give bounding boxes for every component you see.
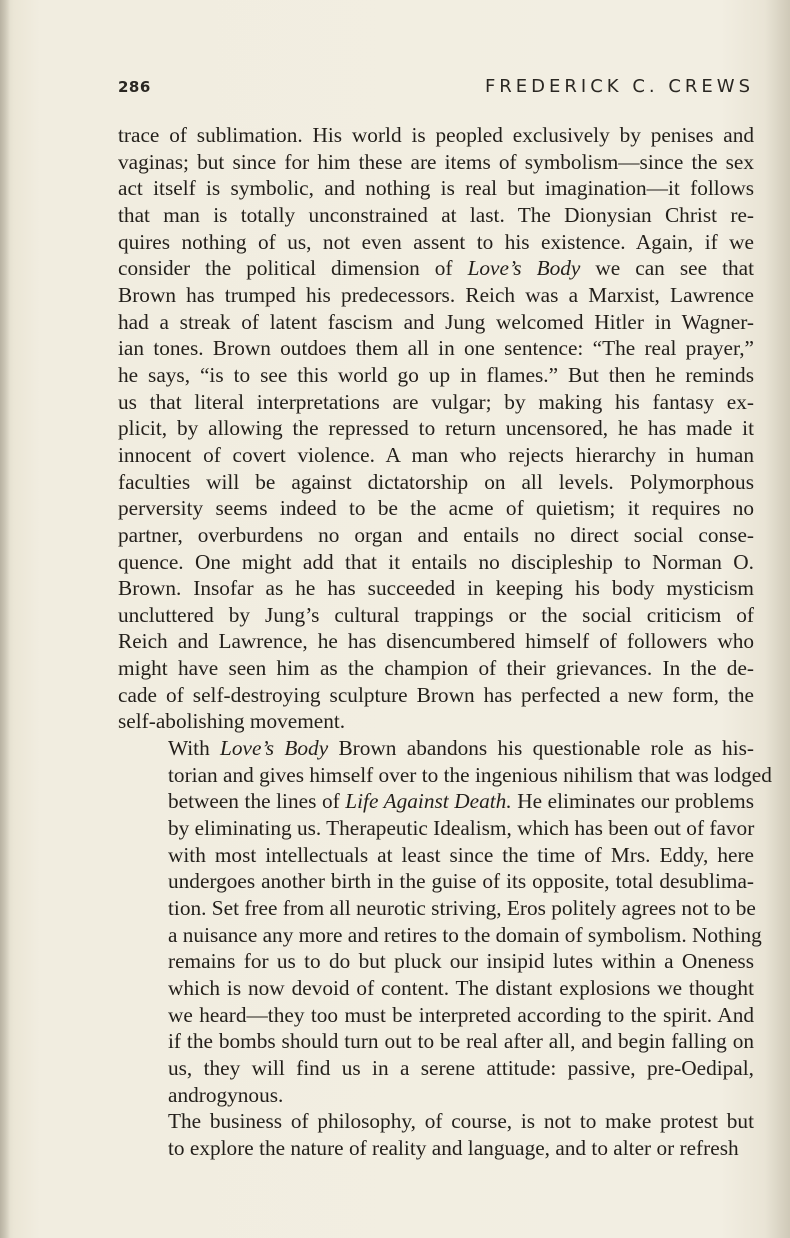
text-line: which is now devoid of content. The distant explosions we thought — [168, 976, 754, 1000]
text-line: he says, “is to see this world go up in flames.” But then he reminds — [118, 362, 754, 387]
paragraph — [118, 735, 772, 1108]
text-line: self-abolishing movement. — [118, 709, 346, 734]
text-line: androgynous. — [168, 1082, 284, 1107]
paragraph — [118, 122, 754, 735]
paragraph — [118, 1108, 754, 1161]
text-line: Reich and Lawrence, he has disencumbered himself of followers who — [118, 629, 754, 654]
italic-title: Life Against Death. — [345, 789, 512, 814]
text-line: had a streak of latent fascism and Jung welcomed Hitler in Wagner- — [118, 309, 754, 334]
text-line: a nuisance any more and retires to the domain of symbolism. Nothing — [168, 922, 762, 947]
italic-title: Love’s Body — [220, 736, 329, 761]
italic-title: Love’s Body — [467, 256, 581, 281]
text-line: undergoes another birth in the guise of its opposite, total desublima- — [168, 869, 754, 894]
text-line: vaginas; but since for him these are items of symbolism—since the sex — [118, 149, 754, 174]
text-line: torian and gives himself over to the ingenious nihilism that was lodged — [168, 762, 772, 787]
binding-shadow — [0, 0, 10, 1238]
text-line: With Love’s Body Brown abandons his questionable role as his- — [168, 736, 755, 761]
text-line: us that literal interpretations are vulgar; by making his fantasy ex- — [118, 389, 754, 414]
text-line: Brown. Insofar as he has succeeded in keeping his body mysticism — [118, 576, 754, 601]
text-line: act itself is symbolic, and nothing is real but imagination—it follows — [118, 176, 754, 201]
text-line: between the lines of Life Against Death. He eliminates our problems — [168, 789, 755, 814]
text-line: Brown has trumped his predecessors. Reich was a Marxist, Lawrence — [118, 282, 754, 307]
text-line: consider the political dimension of Love’s Body we can see that — [118, 256, 755, 281]
text-line: The business of philosophy, of course, is not to make protest but — [168, 1109, 754, 1134]
text-line: with most intellectuals at least since the time of Mrs. Eddy, here — [168, 842, 754, 867]
text-line: uncluttered by Jung’s cultural trappings or the social criticism of — [118, 602, 754, 627]
author-running-head: FREDERICK C. CREWS — [484, 76, 754, 97]
text-line: tion. Set free from all neurotic striving, Eros politely agrees not to be — [168, 896, 756, 921]
text-line: that man is totally unconstrained at last. The Dionysian Christ re- — [118, 202, 754, 227]
text-line: faculties will be against dictatorship on all levels. Polymorphous — [118, 469, 754, 494]
text-line: to explore the nature of reality and language, and to alter or refresh — [168, 1135, 739, 1160]
page-number: 286 — [118, 78, 151, 96]
text-line: by eliminating us. Therapeutic Idealism, which has been out of favor — [168, 816, 755, 841]
text-line: if the bombs should turn out to be real after all, and begin falling on — [168, 1029, 754, 1054]
text-line: we heard—they too must be interpreted according to the spirit. And — [168, 1002, 754, 1027]
running-head — [118, 76, 754, 102]
text-line: cade of self-destroying sculpture Brown has perfected a new form, the — [118, 682, 754, 707]
text-line: trace of sublimation. His world is peopled exclusively by penises and — [118, 123, 754, 147]
text-line: quence. One might add that it entails no discipleship to Norman O. — [118, 549, 754, 574]
text-line: plicit, by allowing the repressed to return uncensored, he has made it — [118, 416, 754, 441]
text-line: quires nothing of us, not even assent to his existence. Again, if we — [118, 229, 754, 254]
body-text — [118, 122, 772, 1162]
text-line: innocent of covert violence. A man who rejects hierarchy in human — [118, 442, 754, 467]
text-line: us, they will find us in a serene attitude: passive, pre-Oedipal, — [168, 1055, 754, 1080]
text-line: perversity seems indeed to be the acme of quietism; it requires no — [118, 496, 754, 521]
text-line: partner, overburdens no organ and entails no direct social conse- — [118, 522, 754, 547]
text-line: might have seen him as the champion of their grievances. In the de- — [118, 656, 754, 681]
text-line: ian tones. Brown outdoes them all in one sentence: “The real prayer,” — [118, 336, 754, 361]
text-line: remains for us to do but pluck our insipid lutes within a Oneness — [168, 949, 754, 974]
